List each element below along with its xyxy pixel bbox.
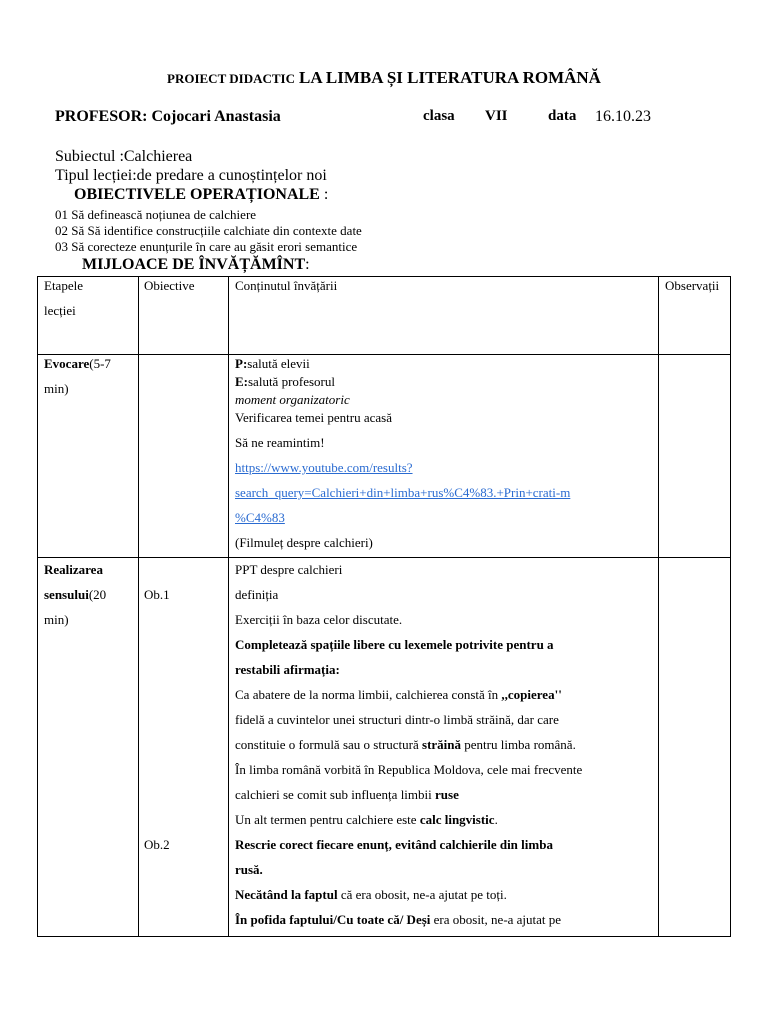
reminder-text: Să ne reamintim! xyxy=(235,435,325,450)
content-line: pentru limba română. xyxy=(461,737,576,752)
column-divider xyxy=(658,277,659,936)
resources-heading-colon: : xyxy=(305,256,310,273)
stage-evocare-time: (5-7 xyxy=(89,356,111,371)
stage-evocare-time-unit: min) xyxy=(44,381,69,396)
filled-answer: ruse xyxy=(435,787,459,802)
youtube-link[interactable]: https://www.youtube.com/results? xyxy=(235,460,413,475)
objective-item: 02 Să Să identifice construcțiile calchiate din contexte date xyxy=(55,223,362,238)
stage-realizarea-name: Realizarea xyxy=(44,562,103,577)
header-stages-line2: lecției xyxy=(44,303,76,318)
filled-answer: străină xyxy=(422,737,462,752)
lesson-type: Tipul lecției:de predare a cunoștințelor noi xyxy=(55,167,327,184)
exercise-instruction: rusă. xyxy=(235,862,263,877)
evocare-content-rest xyxy=(235,430,570,555)
stage-evocare-name: Evocare xyxy=(44,356,90,371)
video-caption: (Filmuleț despre calchieri) xyxy=(235,535,373,550)
youtube-link[interactable]: %C4%83 xyxy=(235,510,285,525)
column-divider xyxy=(138,277,139,936)
evocare-content-intro xyxy=(235,355,392,427)
objective-ref-1: Ob.1 xyxy=(144,587,170,602)
content-line: era obosit, ne-a ajutat pe xyxy=(430,912,562,927)
corrected-example: În pofida faptului/Cu toate că/ Deși xyxy=(235,912,431,927)
teacher-action: salută elevii xyxy=(247,356,310,371)
header-content: Conținutul învățării xyxy=(235,278,338,293)
column-divider xyxy=(228,277,229,936)
content-line: În limba română vorbită în Republica Moldova, cele mai frecvente xyxy=(235,762,583,777)
stage-realizarea-time: (20 xyxy=(88,587,107,602)
teacher-name: PROFESOR: Cojocari Anastasia xyxy=(55,108,281,125)
stage-realizarea-time-unit: min) xyxy=(44,612,69,627)
content-line: fidelă a cuvintelor unei structuri dintr-o limbă străină, dar care xyxy=(235,712,559,727)
objectives-heading-colon: : xyxy=(319,186,329,203)
filled-answer: calc lingvistic xyxy=(419,812,495,827)
lesson-subject: Subiectul :Calchierea xyxy=(55,148,193,165)
exercise-instruction: Rescrie corect fiecare enunț, evitând calchierile din limba xyxy=(235,837,553,852)
objective-item: 01 Să definească noțiunea de calchiere xyxy=(55,207,257,222)
header-observations: Observații xyxy=(665,278,720,293)
document-title xyxy=(0,68,768,88)
exercise-instruction: Completează spațiile libere cu lexemele potrivite pentru a xyxy=(235,637,554,652)
content-line: . xyxy=(494,812,498,827)
filled-answer: ,,copierea'' xyxy=(501,687,562,702)
class-value: VII xyxy=(485,108,508,124)
organizational-moment: moment organizatoric xyxy=(235,392,350,407)
title-subject: LA LIMBA ȘI LITERATURA ROMÂNĂ xyxy=(299,68,601,87)
stage-evocare xyxy=(44,351,111,401)
resources-heading xyxy=(82,256,310,274)
calque-example: Necătând la faptul xyxy=(235,887,338,902)
youtube-link[interactable]: search_query=Calchieri+din+limba+rus%C4%83.+Prin+crati-m xyxy=(235,485,571,500)
realizarea-content xyxy=(235,557,655,932)
header-stages xyxy=(44,273,83,323)
header-objectives: Obiective xyxy=(144,278,195,293)
date-label: data xyxy=(548,108,577,124)
resources-heading-text: MIJLOACE DE ÎNVĂȚĂMÎNT xyxy=(82,256,306,273)
content-line: că era obosit, ne-a ajutat pe toți. xyxy=(337,887,507,902)
content-line: Ca abatere de la norma limbii, calchierea constă în xyxy=(235,687,502,702)
exercise-instruction: restabili afirmația: xyxy=(235,662,340,677)
homework-check: Verificarea temei pentru acasă xyxy=(235,410,392,425)
stage-realizarea-name: sensului xyxy=(44,587,89,602)
teacher-label: P: xyxy=(235,356,248,371)
content-line: definiția xyxy=(235,587,279,602)
class-label: clasa xyxy=(423,108,455,124)
student-label: E: xyxy=(235,374,248,389)
stage-realizarea xyxy=(44,557,106,632)
content-line: Exerciții în baza celor discutate. xyxy=(235,612,403,627)
date-value: 16.10.23 xyxy=(595,108,651,125)
content-line: PPT despre calchieri xyxy=(235,562,343,577)
content-line: Un alt termen pentru calchiere este xyxy=(235,812,420,827)
objectives-heading-text: OBIECTIVELE OPERAȚIONALE xyxy=(74,186,320,203)
content-line: constituie o formulă sau o structură xyxy=(235,737,423,752)
lesson-table xyxy=(37,276,731,937)
objectives-heading xyxy=(74,186,328,204)
content-line: calchieri se comit sub influența limbii xyxy=(235,787,436,802)
objective-ref-2: Ob.2 xyxy=(144,837,170,852)
title-prefix: PROIECT DIDACTIC xyxy=(167,71,295,86)
header-stages-line1: Etapele xyxy=(44,278,83,293)
student-action: salută profesorul xyxy=(248,374,336,389)
objective-item: 03 Să corecteze enunțurile în care au găsit erori semantice xyxy=(55,239,358,254)
